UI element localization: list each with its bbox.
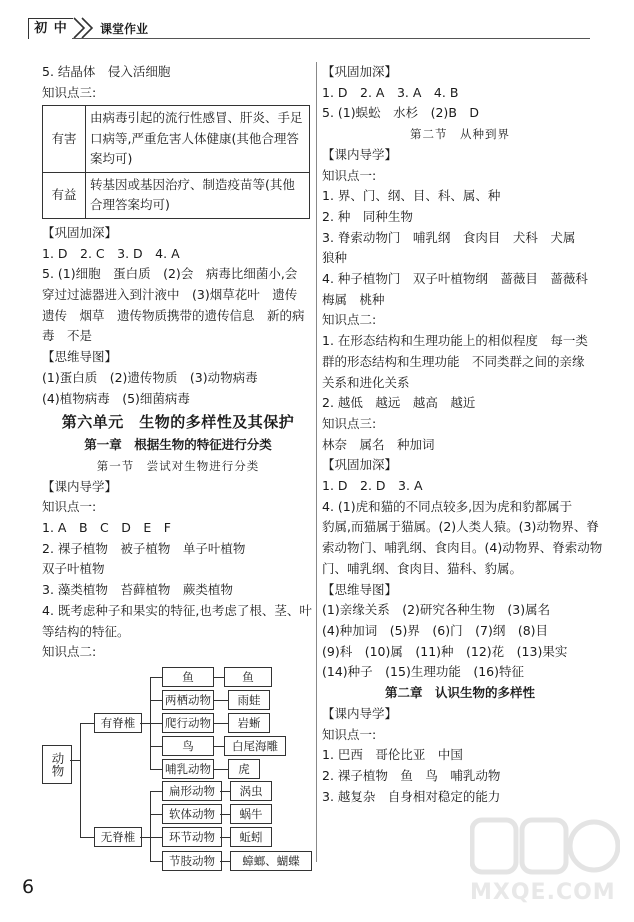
text-line: 1. D 2. D 3. A (322, 478, 423, 494)
text-line: 知识点三: (42, 84, 97, 100)
text-line: 1. 界、门、纲、目、科、属、种 (322, 188, 501, 204)
text-line: 1. D 2. C 3. D 4. A (42, 245, 180, 261)
text-line: 豹属,而猫属于猫属。(2)人类人猿。(3)动物界、脊 (322, 519, 599, 535)
text-line: 2. 裸子植物 被子植物 单子叶植物 (42, 540, 246, 556)
chapter-title: 第一章 根据生物的特征进行分类 (84, 437, 272, 453)
text-line: (4)植物病毒 (5)细菌病毒 (42, 390, 190, 406)
text-line: 【思维导图】 (42, 349, 118, 365)
chapter-title: 第二章 认识生物的多样性 (384, 685, 535, 701)
class-node: 鸟 (162, 736, 214, 756)
text-line: 2. 种 同种生物 (322, 208, 413, 224)
text-line: 双子叶植物 (42, 561, 105, 577)
unit-title: 第六单元 生物的多样性及其保护 (61, 413, 295, 432)
watermark-logo-icon (470, 814, 620, 878)
text-line: 知识点二: (42, 644, 97, 660)
level-label: 初 中 (28, 18, 73, 39)
text-line: 知识点三: (322, 415, 377, 431)
text-line: 狼种 (322, 250, 348, 266)
text-line: (1)蛋白质 (2)遗传物质 (3)动物病毒 (42, 369, 258, 385)
text-line: 3. 藻类植物 苔藓植物 蕨类植物 (42, 582, 233, 598)
text-line: 5. (1)细胞 蛋白质 (2)会 病毒比细菌小,会 (42, 266, 298, 282)
text-line: (1)亲缘关系 (2)研究各种生物 (3)属名 (322, 602, 551, 618)
phylum-node: 扁形动物 (162, 781, 222, 801)
section-title: 第一节 尝试对生物进行分类 (96, 458, 260, 473)
text-line: 1. 巴西 哥伦比亚 中国 (322, 747, 463, 763)
class-node: 两栖动物 (162, 690, 214, 710)
example-node: 白尾海雕 (224, 736, 286, 756)
tree-root-label: 动物 (50, 751, 65, 777)
table-value: 由病毒引起的流行性感冒、肝炎、手足口病等,严重危害人体健康(其他合理答案均可) (86, 106, 310, 173)
text-line: 【课内导学】 (322, 146, 398, 162)
example-node: 鱼 (224, 667, 272, 687)
right-column (322, 62, 603, 807)
class-node: 哺乳动物 (162, 759, 214, 779)
text-line: 关系和进化关系 (322, 374, 410, 390)
header-title: 课堂作业 (100, 22, 149, 36)
phylum-node: 节肢动物 (162, 851, 222, 871)
text-line: 门、哺乳纲、食肉目、猫科、豹属。 (322, 560, 523, 576)
vertebrate-node: 有脊椎 (94, 713, 142, 733)
text-line: (4)种加词 (5)界 (6)门 (7)纲 (8)目 (322, 622, 549, 638)
left-column (42, 62, 314, 883)
text-line: 【课内导学】 (322, 705, 398, 721)
page-number: 6 (22, 876, 35, 898)
text-line: 毒 不是 (42, 328, 93, 344)
example-node: 蜗牛 (230, 804, 272, 824)
header-rule (72, 38, 590, 39)
virus-effects-table (42, 105, 310, 219)
animal-classification-tree (42, 667, 314, 883)
section-title: 第二节 从种到界 (410, 127, 510, 142)
text-line: 1. 在形态结构和生理功能上的相似程度 每一类 (322, 333, 588, 349)
text-line: 索动物门、哺乳纲、食肉目。(4)动物界、脊索动物 (322, 540, 603, 556)
text-line: 2. 裸子植物 鱼 鸟 哺乳动物 (322, 767, 501, 783)
table-key: 有益 (43, 172, 86, 218)
phylum-node: 环节动物 (162, 827, 222, 847)
text-line: 5. (1)蜈蚣 水杉 (2)B D (322, 105, 480, 121)
text-line: 3. 脊索动物门 哺乳纲 食肉目 犬科 犬属 (322, 229, 576, 245)
page-header (0, 0, 634, 40)
invertebrate-node: 无脊椎 (94, 827, 142, 847)
text-line: 5. 结晶体 侵入活细胞 (42, 64, 171, 79)
class-node: 鱼 (162, 667, 214, 687)
table-key: 有害 (43, 106, 86, 173)
text-line: (14)种子 (15)生理功能 (16)特征 (322, 664, 524, 680)
tree-root (42, 745, 72, 784)
table-value: 转基因或基因治疗、制造疫苗等(其他合理答案均可) (86, 172, 310, 218)
watermark-url: MXQE.COM (470, 880, 616, 905)
text-line: 4. 既考虑种子和果实的特征,也考虑了根、茎、叶 (42, 602, 312, 618)
example-node: 蟑螂、蝴蝶 (230, 851, 312, 871)
text-line: 【巩固加深】 (322, 64, 398, 79)
text-line: 1. A B C D E F (42, 520, 171, 536)
text-line: 梅属 桃种 (322, 291, 385, 307)
text-line: 遗传 烟草 遗传物质携带的遗传信息 新的病 (42, 307, 305, 323)
example-node: 虎 (228, 759, 260, 779)
text-line: 林奈 属名 种加词 (322, 436, 435, 452)
text-line: 1. D 2. A 3. A 4. B (322, 84, 459, 100)
text-line: (9)科 (10)属 (11)种 (12)花 (13)果实 (322, 643, 568, 659)
text-line: 群的形态结构和生理功能 不同类群之间的亲缘 (322, 353, 585, 369)
text-line: 穿过过滤器进入到汁液中 (3)烟草花叶 遗传 (42, 287, 298, 303)
text-line: 知识点一: (42, 499, 97, 515)
column-divider (316, 62, 317, 862)
text-line: 【课内导学】 (42, 478, 118, 494)
text-line: 知识点一: (322, 167, 377, 183)
text-line: 2. 越低 越远 越高 越近 (322, 395, 476, 411)
table-row (43, 106, 310, 173)
example-node: 岩蜥 (228, 713, 270, 733)
table-row (43, 172, 310, 218)
text-line: 4. 种子植物门 双子叶植物纲 蔷薇目 蔷薇科 (322, 271, 588, 287)
text-line: 4. (1)虎和猫的不同点较多,因为虎和豹都属于 (322, 498, 573, 514)
example-node: 涡虫 (230, 781, 272, 801)
text-line: 3. 越复杂 自身相对稳定的能力 (322, 788, 501, 804)
text-line: 【巩固加深】 (42, 224, 118, 240)
example-node: 雨蛙 (228, 690, 270, 710)
text-line: 知识点二: (322, 312, 377, 328)
text-line: 等结构的特征。 (42, 623, 130, 639)
chevron-icon (72, 16, 98, 40)
class-node: 爬行动物 (162, 713, 214, 733)
text-line: 知识点一: (322, 726, 377, 742)
text-line: 【思维导图】 (322, 581, 398, 597)
text-line: 【巩固加深】 (322, 457, 398, 473)
phylum-node: 软体动物 (162, 804, 222, 824)
example-node: 蚯蚓 (230, 827, 272, 847)
